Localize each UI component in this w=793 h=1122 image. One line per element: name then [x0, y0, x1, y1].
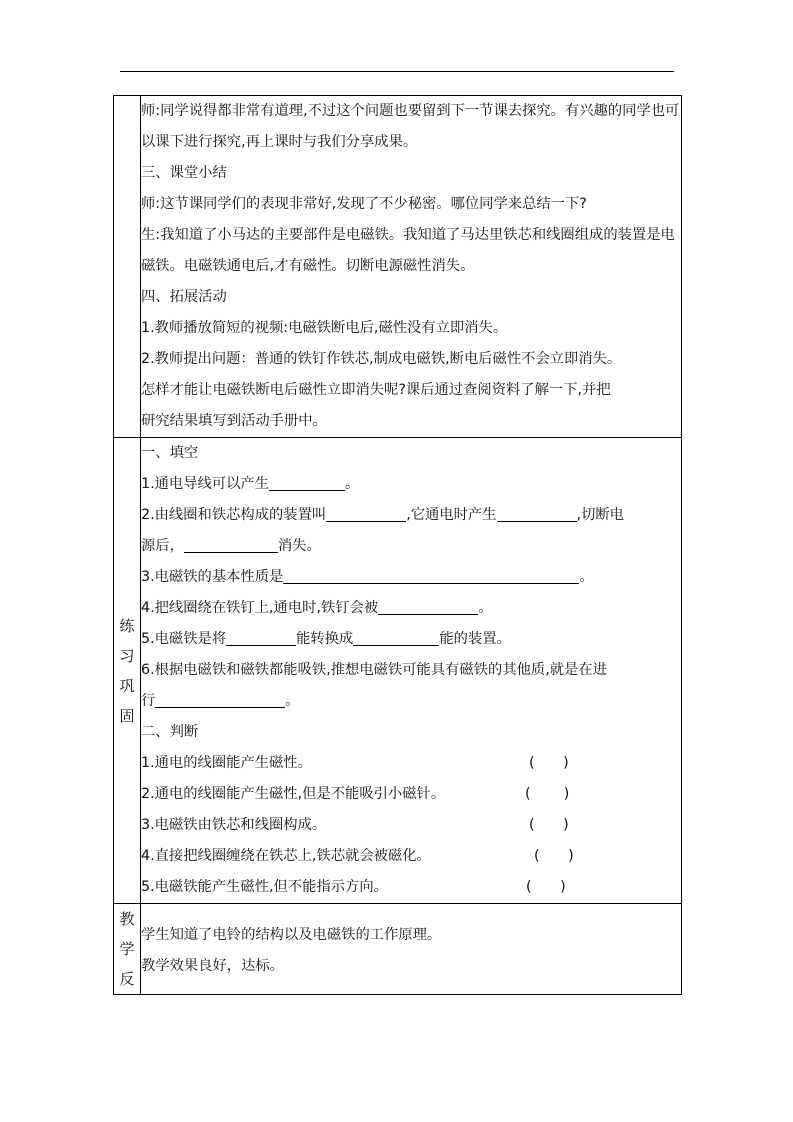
answer-parentheses[interactable]: ( ) [526, 879, 566, 895]
answer-blank[interactable] [326, 504, 406, 522]
answer-blank[interactable] [184, 535, 278, 553]
judge-question-2: 2.通电的线圈能产生磁性,但是不能吸引小磁针。 ( ) [141, 779, 681, 810]
fill-question-2-cont: 源后， 消失。 [141, 531, 681, 562]
practice-row [114, 438, 682, 904]
fill-question-4: 4.把线圈绕在铁钉上,通电时,铁钉会被 。 [141, 593, 681, 624]
row-label-reflection: 教 学 反 [114, 904, 141, 995]
text-line: 教学效果良好，达标。 [141, 958, 284, 974]
section-heading-summary: 三、课堂小结 [141, 165, 227, 181]
answer-parentheses[interactable]: ( ) [529, 755, 569, 771]
text-line: 磁铁。电磁铁通电后,才有磁性。切断电源磁性消失。 [141, 258, 475, 274]
answer-blank[interactable] [226, 628, 296, 646]
practice-content [141, 438, 682, 904]
answer-blank[interactable] [283, 566, 579, 584]
fill-question-3: 3.电磁铁的基本性质是 。 [141, 562, 681, 593]
text-line: 1.教师播放简短的视频:电磁铁断电后,磁性没有立即消失。 [141, 320, 508, 336]
text-line: 研究结果填写到活动手册中。 [141, 413, 327, 429]
judge-question-4: 4.直接把线圈缠绕在铁芯上,铁芯就会被磁化。 ( ) [141, 841, 681, 872]
text-line: 师:同学说得都非常有道理,不过这个问题也要留到下一节课去探究。有兴趣的同学也可 [141, 103, 680, 119]
text-line: 生:我知道了小马达的主要部件是电磁铁。我知道了马达里铁芯和线圈组成的装置是电 [141, 227, 675, 243]
fill-question-2: 2.由线圈和铁芯构成的装置叫 ,它通电时产生 ,切断电 [141, 500, 681, 531]
answer-blank[interactable] [269, 473, 345, 491]
answer-blank[interactable] [353, 628, 439, 646]
answer-parentheses[interactable]: ( ) [534, 848, 574, 864]
text-line: 2.教师提出问题：普通的铁钉作铁芯,制成电磁铁,断电后磁性不会立即消失。 [141, 351, 622, 367]
fill-question-5: 5.电磁铁是将 能转换成 能的装置。 [141, 624, 681, 655]
row-label-empty [114, 96, 141, 438]
judge-question-3: 3.电磁铁由铁芯和线圈构成。 ( ) [141, 810, 681, 841]
answer-blank[interactable] [497, 504, 577, 522]
heading-judge: 二、判断 [141, 724, 199, 740]
answer-blank[interactable] [155, 690, 285, 708]
lesson-process-content [141, 96, 682, 438]
lesson-table [113, 95, 682, 995]
judge-question-5: 5.电磁铁能产生磁性,但不能指示方向。 ( ) [141, 872, 681, 903]
text-line: 学生知道了电铃的结构以及电磁铁的工作原理。 [141, 927, 442, 943]
fill-question-6-cont: 行 。 [141, 686, 681, 717]
text-line: 师:这节课同学们的表现非常好,发现了不少秘密。哪位同学来总结一下? [141, 196, 587, 212]
header-rule [120, 71, 674, 72]
text-line: 怎样才能让电磁铁断电后磁性立即消失呢?课后通过查阅资料了解一下,并把 [141, 382, 611, 398]
answer-blank[interactable] [378, 597, 478, 615]
judge-question-1: 1.通电的线圈能产生磁性。 ( ) [141, 748, 681, 779]
text-line: 以课下进行探究,再上课时与我们分享成果。 [141, 134, 418, 150]
heading-fill-blank: 一、填空 [141, 445, 199, 461]
reflection-content [141, 904, 682, 995]
fill-question-1: 1.通电导线可以产生 。 [141, 469, 681, 500]
fill-question-6: 6.根据电磁铁和磁铁都能吸铁,推想电磁铁可能具有磁铁的其他质,就是在进 [141, 662, 607, 678]
row-label-practice: 练 习 巩 固 [114, 438, 141, 904]
lesson-process-row [114, 96, 682, 438]
answer-parentheses[interactable]: ( ) [529, 817, 569, 833]
section-heading-extension: 四、拓展活动 [141, 289, 227, 305]
reflection-row [114, 904, 682, 995]
answer-parentheses[interactable]: ( ) [525, 786, 570, 802]
